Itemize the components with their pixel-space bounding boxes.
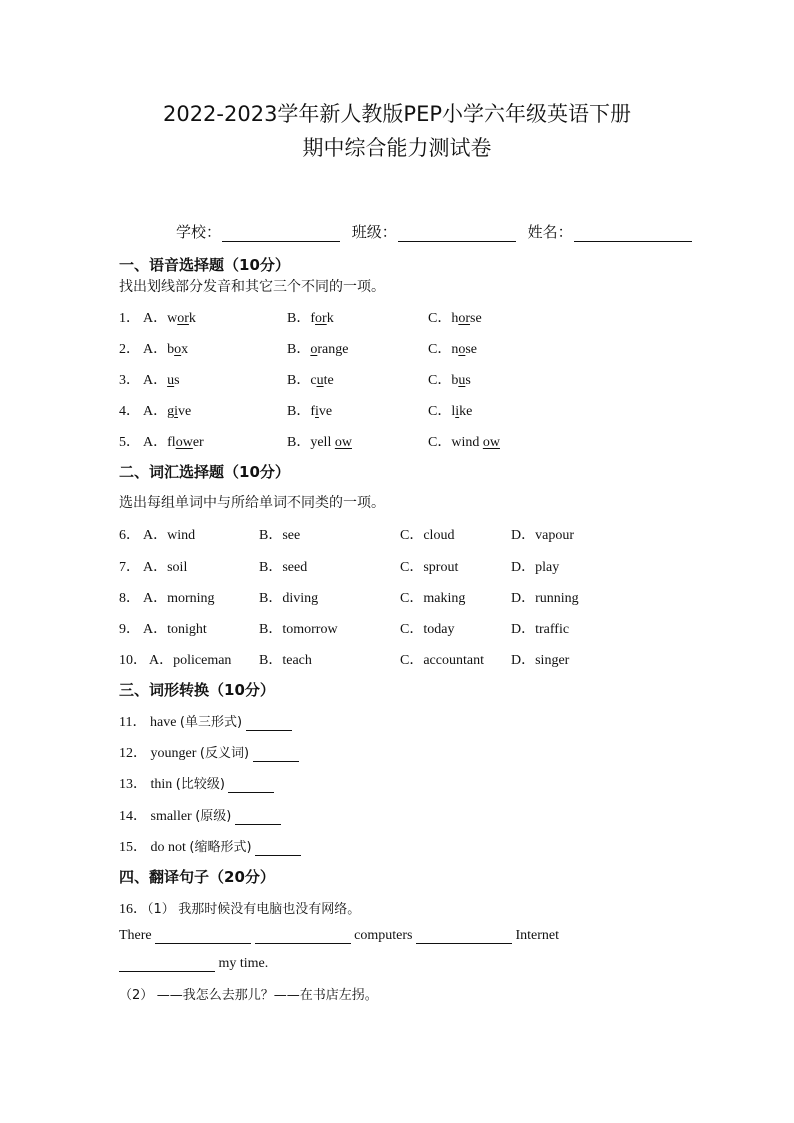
section-2-heading: 二、词汇选择题（10分） — [119, 463, 290, 481]
q16-part-2-prompt: （2） ——我怎么去那儿？——在书店左拐。 — [119, 988, 378, 1003]
answer-blank[interactable] — [255, 841, 301, 856]
q-number: 8． — [119, 591, 140, 606]
option-c: C．bus — [428, 373, 471, 388]
option-a: A．policeman — [149, 653, 232, 668]
question-4 — [119, 400, 719, 420]
name-blank[interactable] — [574, 226, 692, 242]
form-question: 12． younger (反义词) — [119, 742, 299, 762]
option-d: D．singer — [511, 653, 570, 668]
vocab-question — [119, 587, 719, 607]
school-blank[interactable] — [222, 226, 340, 242]
vocab-question — [119, 524, 719, 544]
option-a: A．us — [143, 373, 180, 388]
question-5 — [119, 431, 719, 451]
vocab-question — [119, 649, 719, 669]
section-2-instruction: 选出每组单词中与所给单词不同类的一项。 — [119, 495, 385, 511]
option-c: C．nose — [428, 342, 478, 357]
question-3 — [119, 369, 719, 389]
option-a: A．soil — [143, 560, 188, 575]
q16-part-1-answer-line-2: my time. — [119, 956, 268, 972]
option-b: B．orange — [287, 342, 349, 357]
option-c: C．making — [400, 591, 466, 606]
q-number: 7． — [119, 560, 140, 575]
q-number: 5． — [119, 435, 140, 450]
name-label: 姓名： — [527, 223, 573, 241]
option-b: B．teach — [259, 653, 312, 668]
form-question: 14． smaller (原级) — [119, 805, 281, 825]
q-number: 2． — [119, 342, 140, 357]
vocab-question — [119, 556, 719, 576]
answer-blank[interactable] — [228, 778, 274, 793]
vocab-question — [119, 618, 719, 638]
option-b: B．tomorrow — [259, 622, 338, 637]
q16-part-1-prompt: 16．（1） 我那时候没有电脑也没有网络。 — [119, 902, 361, 917]
answer-blank[interactable] — [255, 929, 351, 944]
student-info — [176, 221, 693, 242]
option-c: C．accountant — [400, 653, 484, 668]
title-line-2: 期中综合能力测试卷 — [302, 136, 492, 160]
option-c: C．like — [428, 404, 473, 419]
question-1 — [119, 307, 719, 327]
option-a: A．wind — [143, 528, 196, 543]
option-c: C．horse — [428, 311, 482, 326]
question-2 — [119, 338, 719, 358]
answer-blank[interactable] — [416, 929, 512, 944]
q-number: 3． — [119, 373, 140, 388]
option-a: A．box — [143, 342, 189, 357]
class-blank[interactable] — [398, 226, 516, 242]
section-1-heading: 一、语音选择题（10分） — [119, 256, 290, 274]
option-b: B．cute — [287, 373, 334, 388]
option-b: B．seed — [259, 560, 308, 575]
section-1-instruction: 找出划线部分发音和其它三个不同的一项。 — [119, 279, 385, 295]
q-number: 9． — [119, 622, 140, 637]
answer-blank[interactable] — [246, 716, 292, 731]
option-c: C．today — [400, 622, 455, 637]
form-question: 13． thin (比较级) — [119, 773, 274, 793]
q-number: 4． — [119, 404, 140, 419]
option-c: C．cloud — [400, 528, 455, 543]
form-question: 11． have (单三形式) — [119, 711, 292, 731]
option-d: D．traffic — [511, 622, 570, 637]
form-question: 15． do not (缩略形式) — [119, 836, 301, 856]
option-c: C．sprout — [400, 560, 459, 575]
title-line-1: 2022-2023学年新人教版PEP小学六年级英语下册 — [162, 102, 632, 126]
q16-part-1-answer-line-1: There computers Internet — [119, 928, 560, 943]
option-a: A．morning — [143, 591, 215, 606]
q-number: 1． — [119, 311, 140, 326]
q-number: 6． — [119, 528, 140, 543]
option-b: B．fork — [287, 311, 334, 326]
option-a: A．give — [143, 404, 192, 419]
option-c: C．wind ow — [428, 435, 500, 450]
answer-blank[interactable] — [155, 929, 251, 944]
option-a: A．tonight — [143, 622, 207, 637]
section-4-heading: 四、翻译句子（20分） — [119, 868, 275, 886]
answer-blank[interactable] — [253, 747, 299, 762]
option-b: B．see — [259, 528, 301, 543]
section-3-heading: 三、词形转换（10分） — [119, 681, 275, 699]
school-label: 学校： — [176, 223, 222, 241]
option-d: D．play — [511, 560, 560, 575]
q-number: 10． — [119, 653, 147, 668]
option-b: B．diving — [259, 591, 319, 606]
option-b: B．yell ow — [287, 435, 352, 450]
answer-blank[interactable] — [235, 810, 281, 825]
class-label: 班级： — [351, 223, 397, 241]
answer-blank[interactable] — [119, 957, 215, 972]
option-d: D．vapour — [511, 528, 574, 543]
option-b: B．five — [287, 404, 333, 419]
option-a: A．flower — [143, 435, 204, 450]
option-d: D．running — [511, 591, 579, 606]
option-a: A．work — [143, 311, 196, 326]
